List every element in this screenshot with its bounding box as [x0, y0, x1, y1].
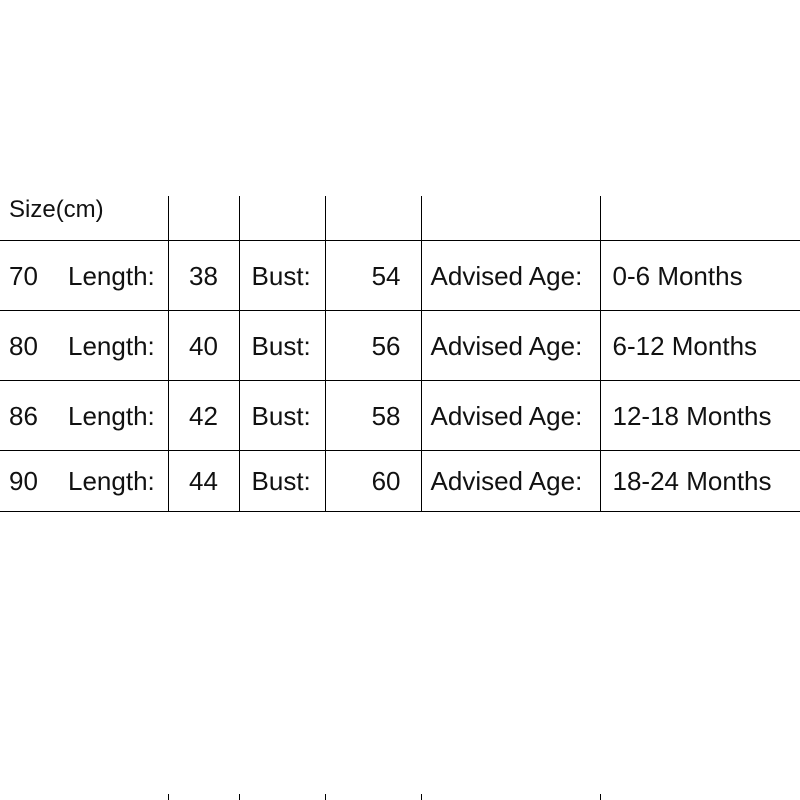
bust-value: 60 — [325, 451, 421, 512]
age-label: Advised Age: — [421, 451, 600, 512]
bust-label: Bust: — [239, 451, 325, 512]
header-empty-cell — [600, 196, 800, 241]
size-value: 70 — [0, 241, 68, 311]
bust-label: Bust: — [239, 381, 325, 451]
length-label: Length: — [68, 381, 168, 451]
length-label: Length: — [68, 451, 168, 512]
column-divider-stub — [239, 794, 240, 800]
size-header-cell — [0, 196, 168, 241]
age-label: Advised Age: — [421, 241, 600, 311]
size-chart-table — [0, 196, 800, 512]
bust-value: 58 — [325, 381, 421, 451]
age-value: 12-18 Months — [600, 381, 800, 451]
size-value: 90 — [0, 451, 68, 512]
table-row — [0, 451, 800, 512]
length-value: 44 — [168, 451, 239, 512]
length-label: Length: — [68, 241, 168, 311]
age-label: Advised Age: — [421, 381, 600, 451]
bust-label: Bust: — [239, 311, 325, 381]
header-empty-cell — [325, 196, 421, 241]
table-continuation-lines — [0, 794, 800, 800]
column-divider-stub — [600, 794, 601, 800]
length-value: 40 — [168, 311, 239, 381]
size-value: 86 — [0, 381, 68, 451]
size-value: 80 — [0, 311, 68, 381]
age-label: Advised Age: — [421, 311, 600, 381]
column-divider-stub — [421, 794, 422, 800]
header-empty-cell — [421, 196, 600, 241]
column-divider-stub — [168, 794, 169, 800]
age-value: 0-6 Months — [600, 241, 800, 311]
bust-label: Bust: — [239, 241, 325, 311]
table-row — [0, 241, 800, 311]
table-header-row — [0, 196, 800, 241]
bust-value: 54 — [325, 241, 421, 311]
table-row — [0, 311, 800, 381]
length-value: 38 — [168, 241, 239, 311]
length-label: Length: — [68, 311, 168, 381]
table-row — [0, 381, 800, 451]
age-value: 18-24 Months — [600, 451, 800, 512]
age-value: 6-12 Months — [600, 311, 800, 381]
size-header-label: Size(cm) — [9, 196, 104, 223]
bust-value: 56 — [325, 311, 421, 381]
header-empty-cell — [239, 196, 325, 241]
header-empty-cell — [168, 196, 239, 241]
column-divider-stub — [325, 794, 326, 800]
length-value: 42 — [168, 381, 239, 451]
